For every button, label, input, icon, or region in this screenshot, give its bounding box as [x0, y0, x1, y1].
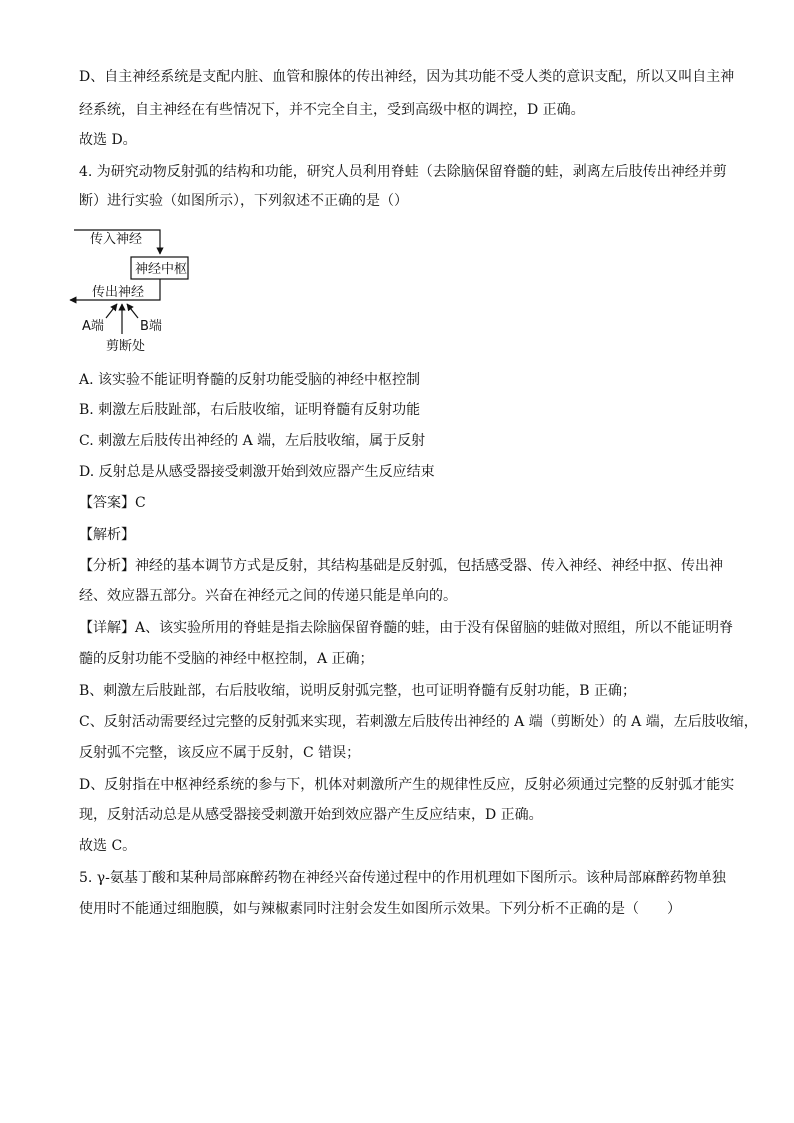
- afferent-nerve-label: 传入神经: [90, 232, 143, 247]
- answer: 【答案】C: [79, 495, 146, 511]
- a-end-arrow: [106, 304, 117, 318]
- question-5-stem-line-2: 使用时不能通过细胞膜，如与辣椒素同时注射会发生如图所示效果。下列分析不正确的是（ ）: [79, 901, 681, 917]
- analysis-line-2: 经、效应器五部分。兴奋在神经元之间的传递只能是单向的。: [79, 588, 457, 604]
- option-c: C. 刺激左后肢传出神经的 A 端，左后肢收缩，属于反射: [79, 433, 426, 449]
- detail-line-5: 反射弧不完整，该反应不属于反射，C 错误；: [79, 745, 361, 761]
- nerve-center-label: 神经中枢: [135, 262, 188, 277]
- detail-line-6: D、反射指在中枢神经系统的参与下，机体对刺激所产生的规律性反应，反射必须通过完整的反射弧才能实: [79, 777, 735, 793]
- question-5-stem-line-1: 5. γ-氨基丁酸和某种局部麻醉药物在神经兴奋传递过程中的作用机理如下图所示。该种局部麻醉药物单独: [79, 870, 726, 886]
- prev-explanation-line-2: 经系统，自主神经在有些情况下，并不完全自主，受到高级中枢的调控，D 正确。: [79, 102, 585, 118]
- option-b: B. 刺激左后肢趾部，右后肢收缩，证明脊髓有反射功能: [79, 402, 421, 418]
- cut-point-label: 剪断处: [106, 339, 146, 354]
- question-4-stem-line-1: 4. 为研究动物反射弧的结构和功能，研究人员利用脊蛙（去除脑保留脊髓的蛙，剥离左后肢传出神经并剪: [79, 164, 727, 180]
- detail-line-1: 【详解】A、该实验所用的脊蛙是指去除脑保留脊髓的蛙，由于没有保留脑的蛙做对照组，所以不能证明脊: [79, 620, 734, 636]
- detail-line-3: B、刺激左后肢趾部，右后肢收缩，说明反射弧完整，也可证明脊髓有反射功能，B 正确；: [79, 683, 637, 699]
- detail-line-2: 髓的反射功能不受脑的神经中枢控制，A 正确；: [79, 651, 374, 667]
- analysis-heading: 【解析】: [79, 527, 135, 543]
- b-end-label: B端: [140, 319, 162, 334]
- option-d: D. 反射总是从感受器接受刺激开始到效应器产生反应结束: [79, 464, 435, 480]
- question-4-choice: 故选 C。: [79, 838, 137, 854]
- analysis-line-1: 【分析】神经的基本调节方式是反射，其结构基础是反射弧，包括感受器、传入神经、神经中抠、传出神: [79, 558, 723, 574]
- detail-line-7: 现，反射活动总是从感受器接受刺激开始到效应器产生反应结束，D 正确。: [79, 807, 543, 823]
- prev-explanation-line-1: D、自主神经系统是支配内脏、血管和腺体的传出神经，因为其功能不受人类的意识支配，所以又叫自主神: [79, 69, 735, 85]
- question-4-stem-line-2: 断）进行实验（如图所示），下列叙述不正确的是（）: [79, 193, 408, 209]
- a-end-label: A端: [82, 319, 104, 334]
- detail-line-4: C、反射活动需要经过完整的反射弧来实现，若刺激左后肢传出神经的 A 端（剪断处）的 A 端，左后肢收缩，: [79, 714, 758, 730]
- efferent-nerve-label: 传出神经: [92, 285, 145, 300]
- b-end-arrow: [127, 304, 138, 318]
- prev-choice: 故选 D。: [79, 132, 137, 148]
- option-a: A. 该实验不能证明脊髓的反射功能受脑的神经中枢控制: [79, 372, 421, 388]
- reflex-arc-diagram: [60, 222, 220, 362]
